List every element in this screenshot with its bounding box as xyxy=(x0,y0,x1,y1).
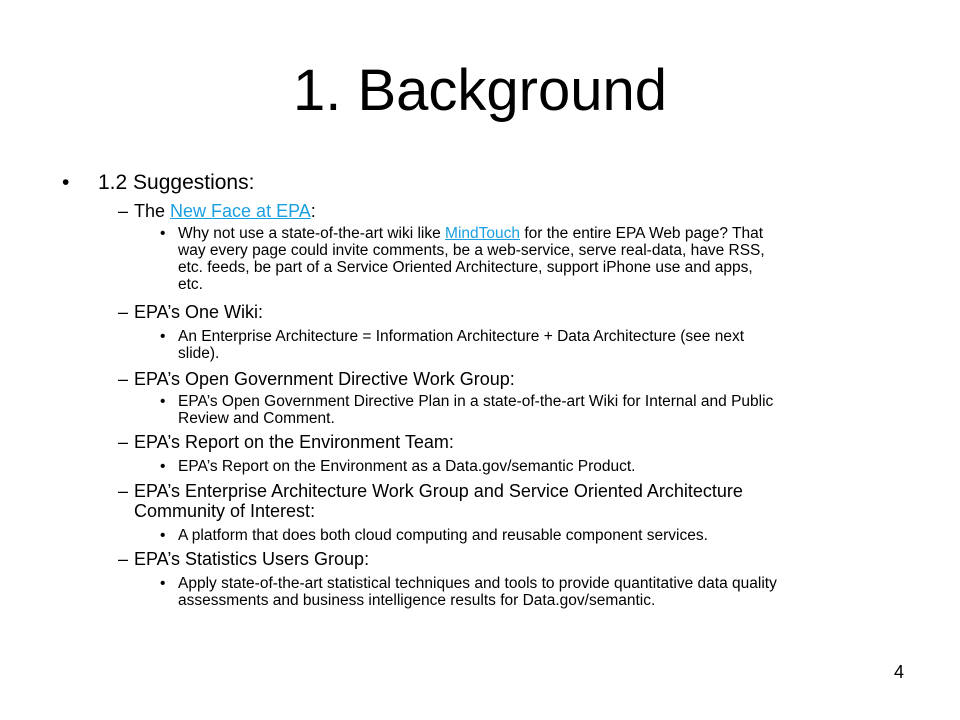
page-number: 4 xyxy=(893,662,904,682)
sub-bullet-marker: • xyxy=(160,393,166,410)
bullet-marker: • xyxy=(62,171,70,194)
new-face-at-epa-link[interactable]: New Face at EPA xyxy=(170,201,311,221)
sub-bullet-line: etc. feeds, be part of a Service Oriented Architecture, support iPhone use and apps, xyxy=(178,259,753,276)
item-heading: EPA’s Statistics Users Group: xyxy=(134,549,370,569)
sub-bullet-marker: • xyxy=(160,527,166,544)
item-heading xyxy=(134,201,316,221)
dash-marker: – xyxy=(118,432,129,452)
sub-bullet-post: for the entire EPA Web page? That xyxy=(520,225,764,242)
item-heading: EPA’s Report on the Environment Team: xyxy=(134,432,454,452)
sub-bullet-line: Apply state-of-the-art statistical techniques and tools to provide quantitative data quality xyxy=(178,575,777,592)
dash-marker: – xyxy=(118,549,129,569)
item-heading-suffix: : xyxy=(310,201,316,221)
item-heading: EPA’s Enterprise Architecture Work Group and Service Oriented Architecture xyxy=(134,481,743,501)
item-heading: EPA’s One Wiki: xyxy=(134,302,264,322)
dash-marker: – xyxy=(118,201,129,221)
sub-bullet-marker: • xyxy=(160,328,166,345)
sub-bullet-line: An Enterprise Architecture = Information Architecture + Data Architecture (see next xyxy=(178,328,745,345)
dash-marker: – xyxy=(118,481,129,501)
sub-bullet-line: assessments and business intelligence results for Data.gov/semantic. xyxy=(178,592,656,609)
mindtouch-link[interactable]: MindTouch xyxy=(445,225,521,242)
sub-bullet-line xyxy=(178,225,763,242)
item-heading-prefix: The xyxy=(134,201,171,221)
item-heading: Community of Interest: xyxy=(134,501,316,521)
sub-bullet-line: A platform that does both cloud computing and reusable component services. xyxy=(178,527,708,544)
sub-bullet-pre: Why not use a state-of-the-art wiki like xyxy=(178,225,446,242)
sub-bullet-line: way every page could invite comments, be a web-service, serve real-data, have RSS, xyxy=(178,242,765,259)
sub-bullet-line: EPA’s Report on the Environment as a Data.gov/semantic Product. xyxy=(178,458,636,475)
sub-bullet-marker: • xyxy=(160,575,166,592)
dash-marker: – xyxy=(118,369,129,389)
sub-bullet-line: etc. xyxy=(178,276,203,293)
sub-bullet-marker: • xyxy=(160,458,166,475)
slide-title: 1. Background xyxy=(292,58,668,123)
sub-bullet-marker: • xyxy=(160,225,166,242)
sub-bullet-line: EPA’s Open Government Directive Plan in a state-of-the-art Wiki for Internal and Public xyxy=(178,393,774,410)
sub-bullet-line: Review and Comment. xyxy=(178,410,335,427)
top-bullet-text: 1.2 Suggestions: xyxy=(98,171,255,194)
sub-bullet-line: slide). xyxy=(178,345,220,362)
dash-marker: – xyxy=(118,302,129,322)
item-heading: EPA’s Open Government Directive Work Group: xyxy=(134,369,515,389)
